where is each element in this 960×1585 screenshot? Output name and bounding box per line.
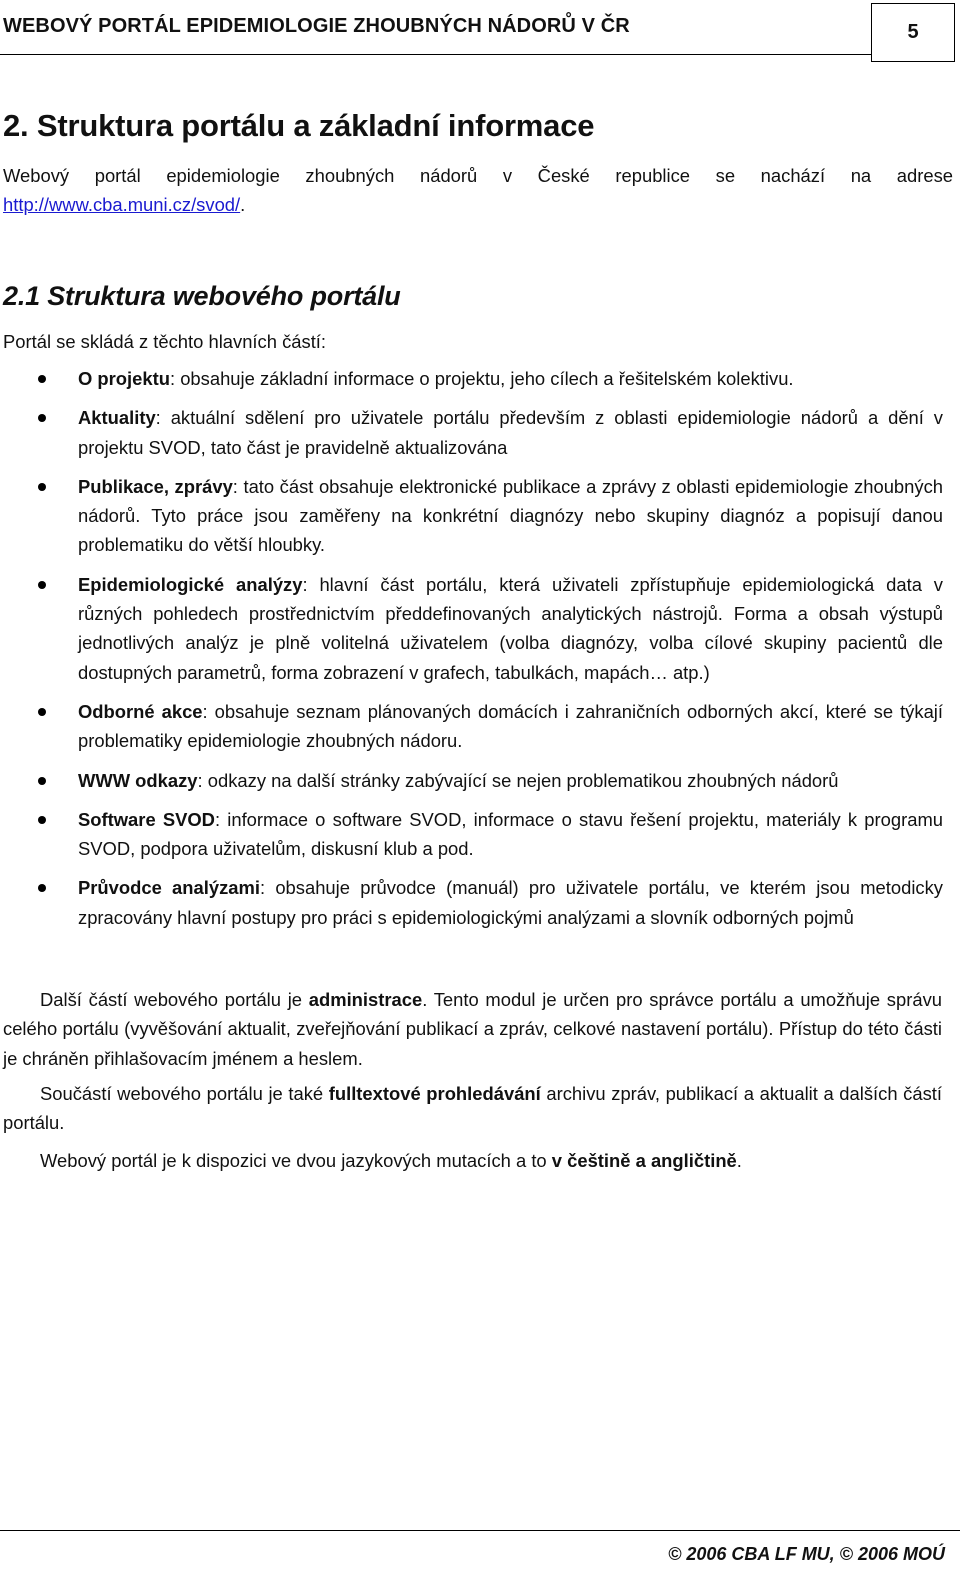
list-item xyxy=(0,570,960,687)
paragraph-languages xyxy=(3,1146,942,1175)
bullet-icon xyxy=(38,777,46,785)
header-rule xyxy=(0,54,871,55)
list-item xyxy=(0,364,960,393)
running-header-title: WEBOVÝ PORTÁL EPIDEMIOLOGIE ZHOUBNÝCH NÁDORŮ V ČR xyxy=(3,15,630,37)
item-text: : informace o software SVOD, informace o stavu řešení projektu, materiály k programu SVOD, podpora uživatelům, diskusní klub a pod. xyxy=(78,808,943,860)
portal-url-link[interactable]: http://www.cba.muni.cz/svod/ xyxy=(3,194,241,215)
list-item xyxy=(0,873,960,932)
item-term: Průvodce analýzami xyxy=(78,877,260,899)
para-text: Další částí webového portálu je xyxy=(40,989,309,1010)
item-text: : odkazy na další stránky zabývající se nejen problematikou zhoubných nádorů xyxy=(197,769,839,791)
para-text: Součástí webového portálu je také xyxy=(40,1083,329,1104)
item-term: WWW odkazy xyxy=(78,769,198,791)
bullet-icon xyxy=(38,414,46,422)
list-item xyxy=(0,697,960,756)
list-item xyxy=(0,766,960,795)
footer-rule xyxy=(0,1530,960,1531)
para-bold-term: administrace xyxy=(308,989,423,1010)
item-text: : obsahuje seznam plánovaných domácích i zahraničních odborných akcí, které se týkají problematiky epidemiologie zhoubných nádoru. xyxy=(78,700,943,752)
section-intro-text: Webový portál epidemiologie zhoubných nádorů v České republice se nachází na adrese xyxy=(3,165,953,186)
item-term: Software SVOD xyxy=(78,808,215,830)
bullet-icon xyxy=(38,375,46,383)
bullet-icon xyxy=(38,708,46,716)
para-bold-term: v češtině a angličtině xyxy=(551,1150,737,1171)
item-text: : obsahuje základní informace o projektu, jeho cílech a řešitelském kolektivu. xyxy=(169,368,794,389)
item-term: Publikace, zprávy xyxy=(78,475,233,497)
paragraph-administration xyxy=(3,985,942,1073)
footer-copyright: © 2006 CBA LF MU, © 2006 MOÚ xyxy=(668,1544,945,1564)
page-number-box xyxy=(871,3,955,62)
page-number: 5 xyxy=(907,21,919,43)
list-item xyxy=(0,403,960,462)
bullet-icon xyxy=(38,483,46,491)
link-suffix: . xyxy=(240,194,246,215)
para-text: archivu zpráv, publikací a aktualit a dalších částí portálu. xyxy=(3,1083,942,1134)
item-term: Epidemiologické analýzy xyxy=(78,573,303,595)
item-term: O projektu xyxy=(78,368,170,389)
item-text: : tato část obsahuje elektronické publikace a zprávy z oblasti epidemiologie zhoubných nádorů. Tyto práce jsou zaměřeny na konkrétní diagnózy nebo skupiny diagnóz a popisují danou problematiku do větší hloubky. xyxy=(78,475,943,556)
item-text: : obsahuje průvodce (manuál) pro uživatele portálu, ve kterém jsou metodicky zpracovány hlavní postupy pro práci s epidemiologickými analýzami a slovník odborných pojmů xyxy=(78,877,943,928)
list-item xyxy=(0,472,960,560)
list-item xyxy=(0,805,960,864)
bullet-icon xyxy=(38,816,46,824)
para-bold-term: fulltextové prohledávání xyxy=(328,1083,541,1104)
item-term: Odborné akce xyxy=(78,700,203,722)
portal-parts-list xyxy=(0,364,960,942)
item-term: Aktuality xyxy=(78,407,156,429)
para-text: . Tento modul je určen pro správce portálu a umožňuje správu celého portálu (vyvěšování aktualit, zveřejňování publikací a zpráv, celkové nastavení portálu). Přístup do této části je chráněn přihlašovacím jménem a heslem. xyxy=(3,989,942,1069)
subsection-heading: 2.1 Struktura webového portálu xyxy=(3,281,401,311)
section-heading: 2. Struktura portálu a základní informace xyxy=(3,108,595,143)
para-text: Webový portál je k dispozici ve dvou jazykových mutacích a to xyxy=(40,1150,552,1171)
para-text: . xyxy=(736,1150,742,1171)
item-text: : hlavní část portálu, která uživateli zpřístupňuje epidemiologická data v různých pohledech prostřednictvím předdefinovaných analytických nástrojů. Forma a obsah výstupů jednotlivých analýz je plně volitelná uživatelem (volba diagnózy, volba cílové skupiny pacientů dle dostupných parametrů, forma zobrazení v grafech, tabulkách, mapách… atp.) xyxy=(78,573,943,683)
item-text: : aktuální sdělení pro uživatele portálu především z oblasti epidemiologie nádorů a dění v projektu SVOD, tato část je pravidelně aktualizována xyxy=(78,407,943,458)
section-intro-link-line xyxy=(3,190,245,219)
bullet-icon xyxy=(38,581,46,589)
subsection-intro: Portál se skládá z těchto hlavních částí: xyxy=(3,331,327,352)
bullet-icon xyxy=(38,884,46,892)
paragraph-fulltext-search xyxy=(3,1079,942,1138)
